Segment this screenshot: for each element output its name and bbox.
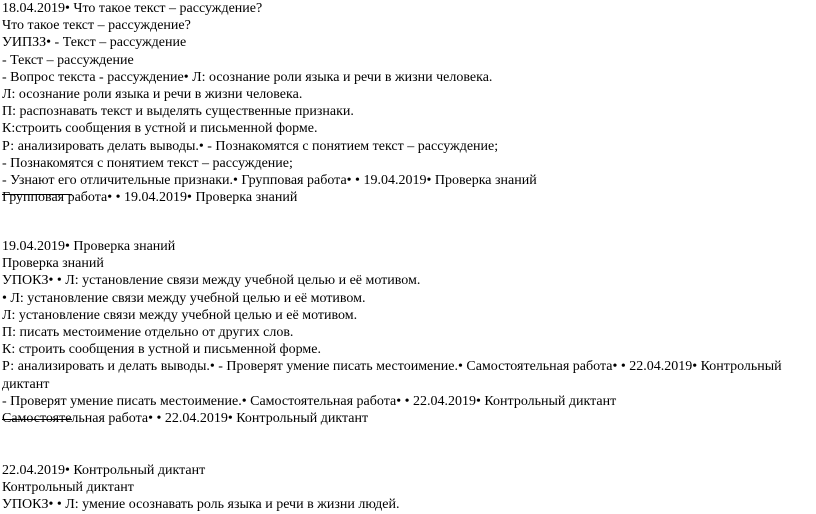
text-line: 18.04.2019• Что такое текст – рассуждение?: [2, 1, 263, 16]
text-line: 22.04.2019• Контрольный диктант: [2, 463, 206, 478]
text-line: Р: анализировать делать выводы.• - Познакомятся с понятием текст – рассуждение;: [2, 138, 499, 154]
text-line: Что такое текст – рассуждение?: [2, 18, 191, 34]
text-line: - Текст – рассуждение: [2, 52, 134, 68]
text-line: Л: осознание роли языка и речи в жизни человека.: [2, 87, 303, 103]
text-line: - Проверят умение писать местоимение.• Самостоятельная работа• • 22.04.2019• Контрольный диктант: [2, 393, 617, 409]
section-lesson-22-04: [2, 462, 814, 514]
text-line: - Вопрос текста - рассуждение• Л: осознание роли языка и речи в жизни человека.: [2, 69, 493, 85]
footnote-divider: [2, 194, 72, 195]
text-line: Р: анализировать и делать выводы.• - Проверят умение писать местоимение.• Самостоятельная работа• • 22.04.2019• Контрольный диктант: [2, 359, 782, 392]
text-line: К: строить сообщения в устной и письменной форме.: [2, 342, 321, 358]
text-line: Контрольный диктант: [2, 480, 134, 496]
text-line: Проверка знаний: [2, 256, 104, 272]
text-line: - Познакомятся с понятием текст – рассуждение;: [2, 155, 293, 171]
text-line: Самостоятельная работа• • 22.04.2019• Контрольный диктант: [2, 411, 369, 427]
text-line: - Узнают его отличительные признаки.• Групповая работа• • 19.04.2019• Проверка знаний: [2, 173, 537, 189]
section-lesson-19-04: [2, 238, 814, 427]
text-line: Групповая работа• • 19.04.2019• Проверка знаний: [2, 190, 298, 206]
text-line: Л: установление связи между учебной целью и её мотивом.: [2, 307, 358, 323]
text-line: 19.04.2019• Проверка знаний: [2, 239, 176, 254]
footnote-divider: [2, 419, 72, 420]
text-line: • Л: установление связи между учебной целью и её мотивом.: [2, 290, 366, 306]
text-line: П: распознавать текст и выделять существенные признаки.: [2, 104, 354, 120]
text-line: УПОКЗ• • Л: умение осознавать роль языка и речи в жизни людей.: [2, 497, 400, 513]
text-line: П: писать местоимение отдельно от других слов.: [2, 325, 294, 341]
text-line: УИПЗЗ• - Текст – рассуждение: [2, 35, 187, 51]
text-line: К:строить сообщения в устной и письменной форме.: [2, 121, 318, 137]
section-lesson-18-04: [2, 0, 814, 206]
text-line: УПОКЗ• • Л: установление связи между учебной целью и её мотивом.: [2, 273, 421, 289]
